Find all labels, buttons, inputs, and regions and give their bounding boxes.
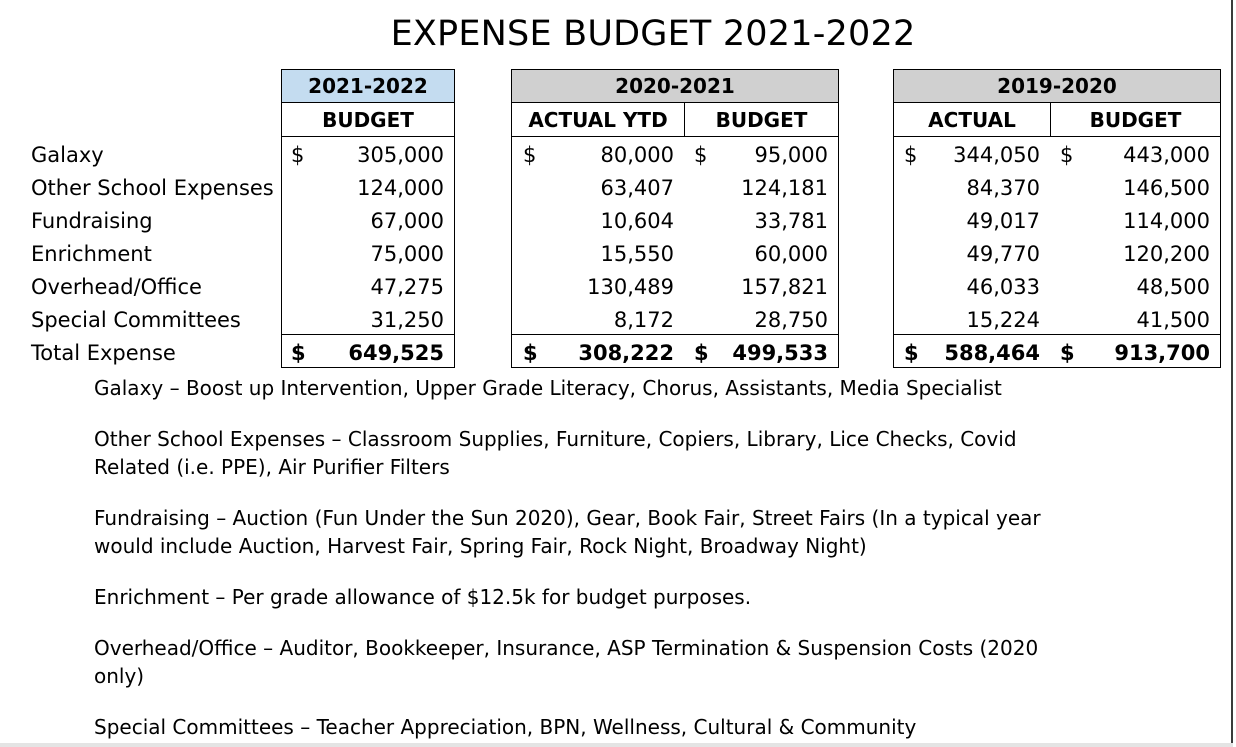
cell-2021-budget-overhead: 157,821 [741, 275, 828, 299]
note-galaxy: Galaxy – Boost up Intervention, Upper Grade Literacy, Chorus, Assistants, Media Specialist [94, 376, 1002, 400]
cell-1920-budget-enrichment: 120,200 [1123, 242, 1210, 266]
divider [893, 334, 1221, 335]
cell-1920-actual-total: 588,464 [944, 341, 1040, 365]
cell-2021-actual-galaxy: 80,000 [600, 143, 674, 167]
cell-1920-actual-other: 84,370 [966, 176, 1040, 200]
cell-2021-actual-overhead: 130,489 [587, 275, 674, 299]
divider [893, 102, 1221, 103]
cell-2122-budget-fundraising: 67,000 [370, 209, 444, 233]
col-actual-2019-2020: ACTUAL [928, 108, 1016, 132]
currency-symbol: $ [1060, 341, 1075, 365]
col-budget-2019-2020: BUDGET [1089, 108, 1182, 132]
currency-symbol: $ [1060, 143, 1074, 167]
row-label-fundraising: Fundraising [31, 209, 153, 233]
cell-2122-budget-total: 649,525 [348, 341, 444, 365]
cell-2021-budget-fundraising: 33,781 [754, 209, 828, 233]
header-2021-2022: 2021-2022 [282, 70, 454, 102]
window-right-border [1231, 0, 1233, 747]
cell-1920-budget-other: 146,500 [1123, 176, 1210, 200]
row-label-galaxy: Galaxy [31, 143, 104, 167]
cell-2122-budget-special: 31,250 [370, 308, 444, 332]
cell-1920-budget-total: 913,700 [1114, 341, 1210, 365]
row-label-enrichment: Enrichment [31, 242, 152, 266]
note-enrichment: Enrichment – Per grade allowance of $12.5k for budget purposes. [94, 585, 752, 609]
divider [511, 334, 839, 335]
currency-symbol: $ [291, 341, 306, 365]
divider [281, 334, 455, 335]
cell-2021-actual-special: 8,172 [613, 308, 674, 332]
cell-1920-actual-galaxy: 344,050 [953, 143, 1040, 167]
currency-symbol: $ [523, 143, 537, 167]
note-fundraising: Fundraising – Auction (Fun Under the Sun 2020), Gear, Book Fair, Street Fairs (In a typical year would include Auction, Harvest Fair, Spring Fair, Rock Night, Broadway Night) [94, 506, 1041, 558]
cell-2122-budget-galaxy: 305,000 [357, 143, 444, 167]
note-special-committees: Special Committees – Teacher Appreciation, BPN, Wellness, Cultural & Community [94, 715, 917, 739]
cell-1920-actual-overhead: 46,033 [966, 275, 1040, 299]
divider [281, 136, 455, 137]
divider [511, 136, 839, 137]
divider [511, 102, 839, 103]
header-2020-2021: 2020-2021 [512, 70, 838, 102]
cell-1920-actual-special: 15,224 [966, 308, 1040, 332]
note-overhead-office: Overhead/Office – Auditor, Bookkeeper, Insurance, ASP Termination & Suspension Costs (2020 only) [94, 636, 1039, 688]
cell-2021-actual-other: 63,407 [600, 176, 674, 200]
cell-1920-budget-fundraising: 114,000 [1123, 209, 1210, 233]
currency-symbol: $ [904, 143, 918, 167]
window-bottom-border [0, 743, 1233, 747]
cell-1920-actual-fundraising: 49,017 [966, 209, 1040, 233]
cell-2122-budget-overhead: 47,275 [370, 275, 444, 299]
cell-2021-budget-total: 499,533 [732, 341, 828, 365]
cell-2122-budget-enrichment: 75,000 [370, 242, 444, 266]
row-label-other-school-expenses: Other School Expenses [31, 176, 274, 200]
cell-2021-budget-special: 28,750 [754, 308, 828, 332]
cell-2021-budget-galaxy: 95,000 [754, 143, 828, 167]
cell-2021-budget-other: 124,181 [741, 176, 828, 200]
cell-1920-budget-overhead: 48,500 [1136, 275, 1210, 299]
row-label-total-expense: Total Expense [31, 341, 176, 365]
col-actual-ytd-2020-2021: ACTUAL YTD [528, 108, 668, 132]
currency-symbol: $ [523, 341, 538, 365]
cell-1920-budget-galaxy: 443,000 [1123, 143, 1210, 167]
currency-symbol: $ [694, 143, 708, 167]
page-title: EXPENSE BUDGET 2021-2022 [390, 14, 916, 54]
currency-symbol: $ [694, 341, 709, 365]
currency-symbol: $ [291, 143, 305, 167]
row-label-overhead-office: Overhead/Office [31, 275, 202, 299]
cell-2021-budget-enrichment: 60,000 [754, 242, 828, 266]
divider [281, 102, 455, 103]
divider [893, 136, 1221, 137]
currency-symbol: $ [904, 341, 919, 365]
cell-2021-actual-fundraising: 10,604 [600, 209, 674, 233]
cell-1920-budget-special: 41,500 [1136, 308, 1210, 332]
header-2019-2020: 2019-2020 [894, 70, 1220, 102]
note-other-school-expenses: Other School Expenses – Classroom Supplies, Furniture, Copiers, Library, Lice Checks, Covid Related (i.e. PPE), Air Purifier Filters [94, 427, 1017, 479]
col-budget-2020-2021: BUDGET [715, 108, 808, 132]
cell-2021-actual-enrichment: 15,550 [600, 242, 674, 266]
col-budget-2021-2022: BUDGET [322, 108, 414, 132]
cell-2122-budget-other: 124,000 [357, 176, 444, 200]
row-label-special-committees: Special Committees [31, 308, 241, 332]
cell-2021-actual-total: 308,222 [578, 341, 674, 365]
cell-1920-actual-enrichment: 49,770 [966, 242, 1040, 266]
